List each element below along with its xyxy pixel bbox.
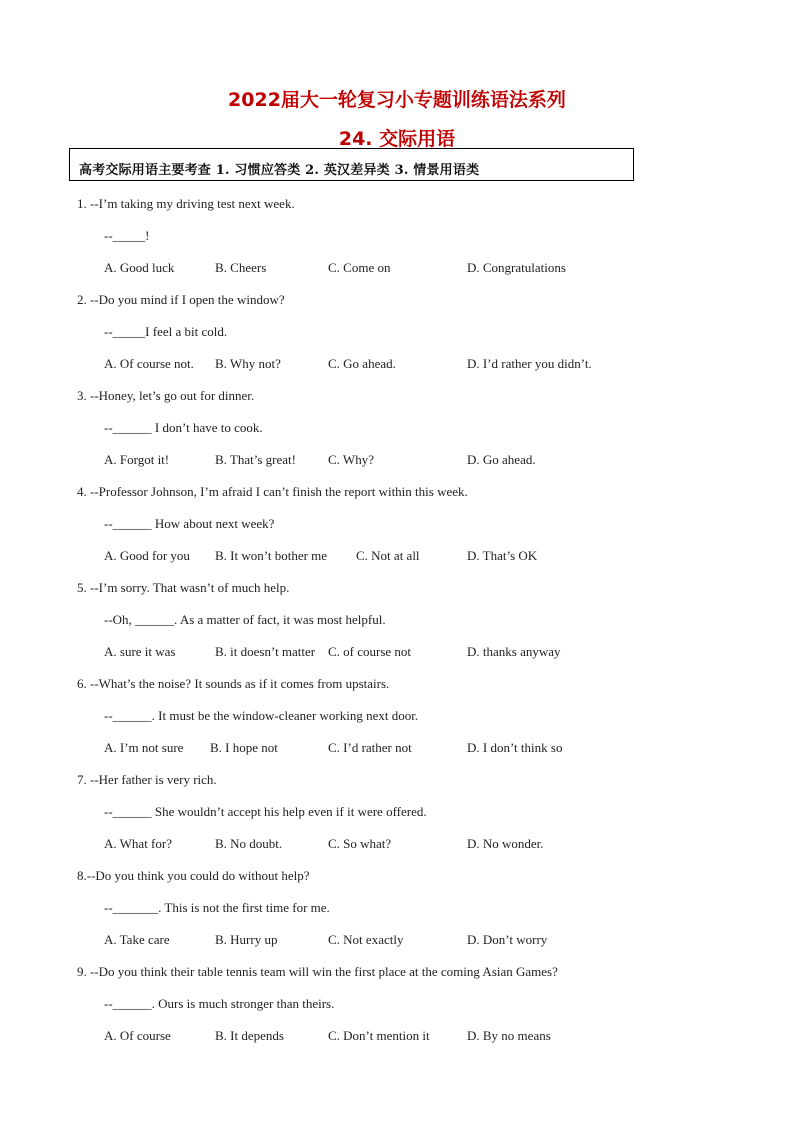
question-reply: --_____!: [104, 228, 150, 243]
question-reply: --______ She wouldn’t accept his help even if it were offered.: [104, 804, 427, 819]
option-c[interactable]: C. So what?: [328, 836, 392, 851]
option-b[interactable]: B. I hope not: [210, 740, 278, 755]
question-stem: 5. --I’m sorry. That wasn’t of much help.: [77, 580, 290, 595]
option-b[interactable]: B. Cheers: [215, 260, 267, 275]
option-c[interactable]: C. Don’t mention it: [328, 1028, 430, 1043]
exam-note-text: 高考交际用语主要考查 1. 习惯应答类 2. 英汉差异类 3. 情景用语类: [79, 163, 480, 178]
question-stem: 9. --Do you think their table tennis team will win the first place at the coming Asian Games?: [77, 964, 558, 979]
question-reply: --______. It must be the window-cleaner working next door.: [104, 708, 419, 723]
doc-title: 2022届大一轮复习小专题训练语法系列: [228, 89, 566, 111]
option-c[interactable]: C. Come on: [328, 260, 391, 275]
doc-subtitle: 24. 交际用语: [338, 128, 456, 150]
option-a[interactable]: A. Good luck: [104, 260, 175, 275]
option-b[interactable]: B. No doubt.: [215, 836, 283, 851]
option-a[interactable]: A. Good for you: [104, 548, 190, 563]
question-reply: --______ I don’t have to cook.: [104, 420, 263, 435]
option-b[interactable]: B. Why not?: [215, 356, 281, 371]
question-reply: --______ How about next week?: [104, 516, 275, 531]
option-b[interactable]: B. it doesn’t matter: [215, 644, 316, 659]
option-d[interactable]: D. By no means: [467, 1028, 551, 1043]
option-c[interactable]: C. Go ahead.: [328, 356, 396, 371]
option-b[interactable]: B. That’s great!: [215, 452, 296, 467]
option-b[interactable]: B. It depends: [215, 1028, 284, 1043]
option-d[interactable]: D. Go ahead.: [467, 452, 536, 467]
question-reply: --Oh, ______. As a matter of fact, it was most helpful.: [104, 612, 386, 627]
option-a[interactable]: A. Take care: [104, 932, 170, 947]
option-d[interactable]: D. I’d rather you didn’t.: [467, 356, 592, 371]
question-stem: 4. --Professor Johnson, I’m afraid I can’t finish the report within this week.: [77, 484, 468, 499]
option-a[interactable]: A. Of course not.: [104, 356, 194, 371]
option-d[interactable]: D. thanks anyway: [467, 644, 561, 659]
question-reply: --_______. This is not the first time for me.: [104, 900, 330, 915]
question-stem: 7. --Her father is very rich.: [77, 772, 217, 787]
option-c[interactable]: C. Not at all: [356, 548, 420, 563]
option-c[interactable]: C. Why?: [328, 452, 374, 467]
option-c[interactable]: C. Not exactly: [328, 932, 404, 947]
option-d[interactable]: D. That’s OK: [467, 548, 538, 563]
exam-note-box: [69, 148, 634, 181]
question-stem: 1. --I’m taking my driving test next week.: [77, 196, 295, 211]
option-a[interactable]: A. Forgot it!: [104, 452, 170, 467]
option-a[interactable]: A. What for?: [104, 836, 172, 851]
option-a[interactable]: A. Of course: [104, 1028, 171, 1043]
option-a[interactable]: A. sure it was: [104, 644, 176, 659]
option-a[interactable]: A. I’m not sure: [104, 740, 184, 755]
question-stem: 3. --Honey, let’s go out for dinner.: [77, 388, 255, 403]
question-stem: 2. --Do you mind if I open the window?: [77, 292, 285, 307]
option-c[interactable]: C. of course not: [328, 644, 412, 659]
option-b[interactable]: B. It won’t bother me: [215, 548, 328, 563]
option-d[interactable]: D. Don’t worry: [467, 932, 548, 947]
question-stem: 8.--Do you think you could do without help?: [77, 868, 310, 883]
option-c[interactable]: C. I’d rather not: [328, 740, 412, 755]
option-d[interactable]: D. Congratulations: [467, 260, 566, 275]
question-reply: --_____I feel a bit cold.: [104, 324, 228, 339]
option-d[interactable]: D. I don’t think so: [467, 740, 563, 755]
option-b[interactable]: B. Hurry up: [215, 932, 278, 947]
question-stem: 6. --What’s the noise? It sounds as if it comes from upstairs.: [77, 676, 390, 691]
question-reply: --______. Ours is much stronger than theirs.: [104, 996, 335, 1011]
option-d[interactable]: D. No wonder.: [467, 836, 544, 851]
